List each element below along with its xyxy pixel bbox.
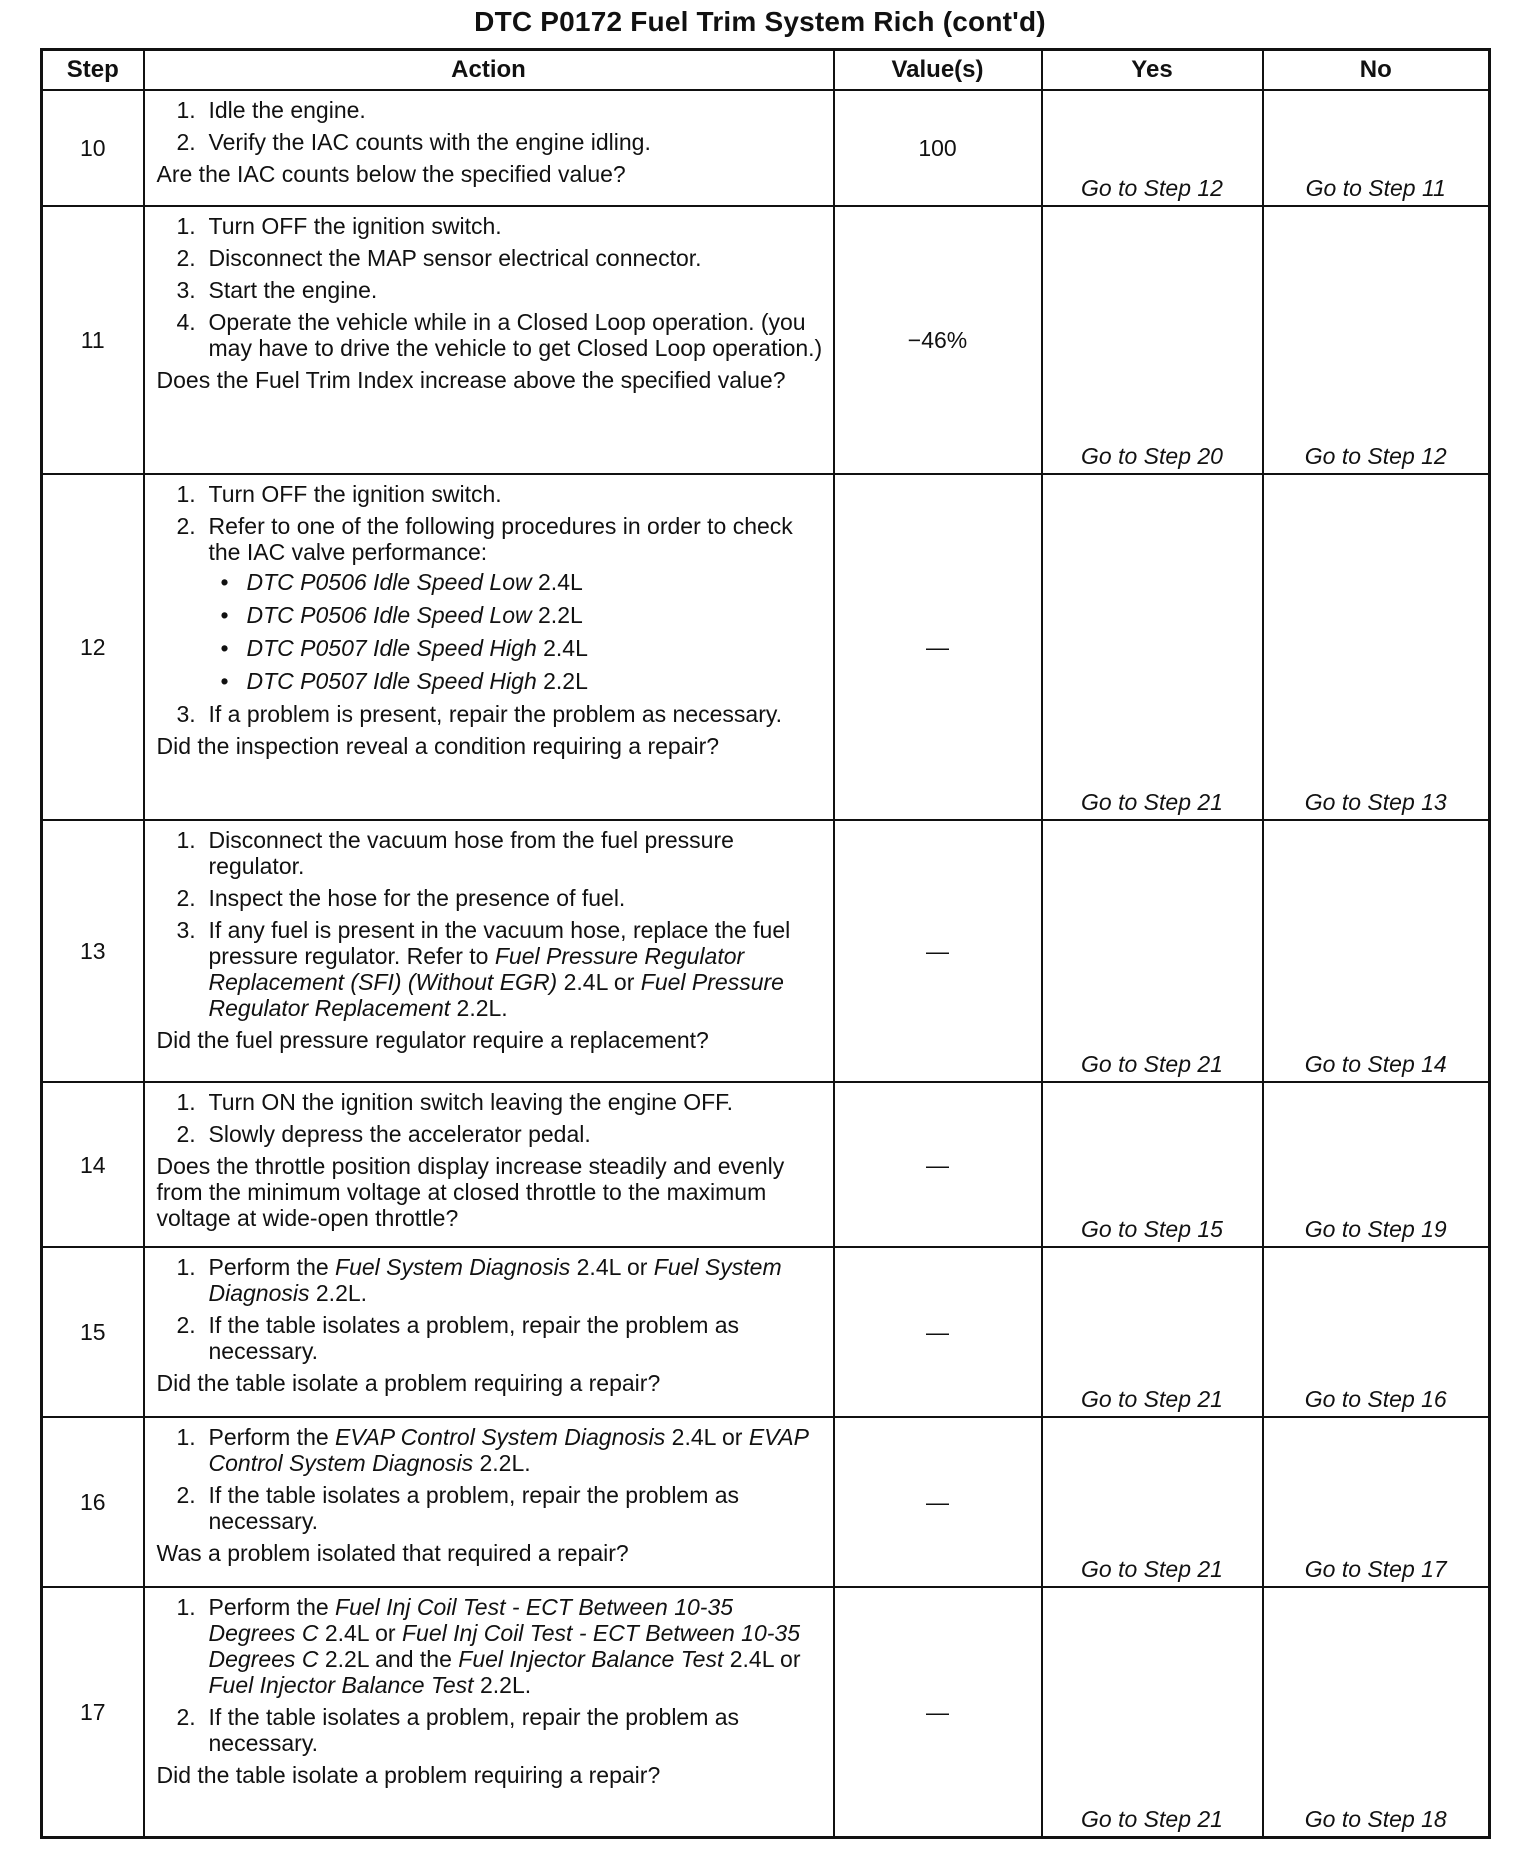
procedure-reference: EVAP Control System Diagnosis bbox=[335, 1424, 666, 1450]
no-result: Go to Step 14 bbox=[1263, 820, 1490, 1082]
page-title: DTC P0172 Fuel Trim System Rich (cont'd) bbox=[474, 6, 1046, 37]
engine-size: 2.2L bbox=[531, 602, 583, 628]
action-item-number: 2. bbox=[176, 129, 196, 155]
action-item bbox=[157, 917, 825, 1021]
action-list bbox=[157, 481, 825, 727]
procedure-reference: DTC P0506 Idle Speed Low bbox=[246, 602, 532, 628]
value-cell: −46% bbox=[834, 206, 1042, 474]
procedure-reference: Fuel Inj Coil Test - ECT Between 10-35 Degrees C bbox=[208, 1620, 800, 1672]
bullet-icon: • bbox=[220, 602, 229, 628]
action-item bbox=[157, 481, 825, 507]
action-question: Does the throttle position display increase steadily and evenly from the minimum voltage at closed throttle to the maximum voltage at wide-open throttle? bbox=[156, 1153, 785, 1231]
action-item bbox=[157, 1254, 825, 1306]
action-item bbox=[157, 129, 825, 155]
bullet-icon: • bbox=[220, 635, 229, 661]
table-row bbox=[42, 1587, 1490, 1837]
text-segment: 2.4L or bbox=[665, 1424, 749, 1450]
table-row bbox=[42, 1417, 1490, 1587]
action-item-text bbox=[209, 1594, 801, 1698]
yes-result: Go to Step 21 bbox=[1042, 474, 1263, 820]
table-row bbox=[42, 1082, 1490, 1247]
yes-result: Go to Step 15 bbox=[1042, 1082, 1263, 1247]
action-item-text: Disconnect the vacuum hose from the fuel pressure regulator. bbox=[208, 827, 734, 879]
action-cell bbox=[144, 1247, 834, 1417]
no-result: Go to Step 18 bbox=[1263, 1587, 1490, 1837]
action-item-text: If the table isolates a problem, repair the problem as necessary. bbox=[208, 1312, 740, 1364]
value-cell: — bbox=[834, 1082, 1042, 1247]
action-item-text bbox=[209, 917, 791, 1021]
action-item-text: If the table isolates a problem, repair the problem as necessary. bbox=[208, 1482, 740, 1534]
yes-result: Go to Step 12 bbox=[1042, 90, 1263, 206]
action-cell bbox=[144, 474, 834, 820]
action-item bbox=[157, 1312, 825, 1364]
step-number: 15 bbox=[42, 1247, 144, 1417]
action-list bbox=[157, 1594, 825, 1756]
action-item bbox=[157, 309, 825, 361]
action-item bbox=[157, 1089, 825, 1115]
action-item-number: 2. bbox=[176, 1704, 196, 1730]
action-cell bbox=[144, 820, 834, 1082]
procedure-list-item bbox=[209, 668, 825, 694]
procedure-reference: Fuel Injector Balance Test bbox=[208, 1672, 474, 1698]
table-row bbox=[42, 1247, 1490, 1417]
action-item-text: If a problem is present, repair the problem as necessary. bbox=[208, 701, 783, 727]
procedure-reference: Fuel Inj Coil Test - ECT Between 10-35 Degrees C bbox=[208, 1594, 734, 1646]
text-segment: If any fuel is present in the vacuum hose, replace the fuel pressure regulator. Refer to bbox=[208, 917, 791, 969]
action-item-text bbox=[209, 1424, 809, 1476]
action-question: Did the table isolate a problem requiring a repair? bbox=[156, 1370, 661, 1396]
text-segment: 2.2L. bbox=[473, 1672, 532, 1698]
action-item bbox=[157, 245, 825, 271]
action-item-number: 1. bbox=[176, 827, 196, 853]
action-item bbox=[157, 701, 825, 727]
action-question: Did the fuel pressure regulator require a replacement? bbox=[156, 1027, 709, 1053]
action-list bbox=[157, 827, 825, 1021]
text-segment: 2.4L or bbox=[318, 1620, 402, 1646]
engine-size: 2.2L bbox=[536, 668, 588, 694]
procedure-reference: DTC P0507 Idle Speed High bbox=[246, 668, 537, 694]
action-item-number: 3. bbox=[176, 701, 196, 727]
text-segment: 2.2L. bbox=[473, 1450, 531, 1476]
no-result: Go to Step 17 bbox=[1263, 1417, 1490, 1587]
action-item bbox=[157, 1424, 825, 1476]
text-segment: Perform the bbox=[208, 1594, 336, 1620]
bullet-icon: • bbox=[220, 569, 229, 595]
no-result: Go to Step 12 bbox=[1263, 206, 1490, 474]
action-item bbox=[157, 213, 825, 239]
action-item-number: 2. bbox=[176, 1482, 196, 1508]
header-yes: Yes bbox=[1042, 50, 1263, 91]
action-item-number: 1. bbox=[176, 1594, 196, 1620]
no-result: Go to Step 19 bbox=[1263, 1082, 1490, 1247]
procedure-reference: Fuel Pressure Regulator Replacement bbox=[208, 969, 784, 1021]
action-item-number: 3. bbox=[176, 277, 196, 303]
engine-size: 2.4L bbox=[536, 635, 588, 661]
text-segment: 2.2L. bbox=[450, 995, 508, 1021]
action-item-text bbox=[209, 1254, 782, 1306]
action-cell bbox=[144, 1082, 834, 1247]
text-segment: 2.4L or bbox=[570, 1254, 654, 1280]
action-item-text: Turn OFF the ignition switch. bbox=[208, 213, 502, 239]
action-item-number: 2. bbox=[176, 885, 196, 911]
header-no: No bbox=[1263, 50, 1490, 91]
action-item-number: 2. bbox=[176, 1121, 196, 1147]
yes-result: Go to Step 21 bbox=[1042, 1587, 1263, 1837]
procedure-list-item bbox=[209, 569, 825, 595]
action-item-number: 4. bbox=[176, 309, 196, 335]
action-item-text: Inspect the hose for the presence of fuel. bbox=[208, 885, 626, 911]
action-item-number: 1. bbox=[176, 97, 196, 123]
action-cell bbox=[144, 1587, 834, 1837]
action-item-number: 1. bbox=[176, 1424, 196, 1450]
action-item-number: 2. bbox=[176, 1312, 196, 1338]
value-cell: — bbox=[834, 474, 1042, 820]
yes-result: Go to Step 21 bbox=[1042, 1247, 1263, 1417]
value-cell: 100 bbox=[834, 90, 1042, 206]
procedure-reference: DTC P0507 Idle Speed High bbox=[246, 635, 537, 661]
table-row bbox=[42, 206, 1490, 474]
action-item-number: 1. bbox=[176, 1089, 196, 1115]
action-question: Did the inspection reveal a condition requiring a repair? bbox=[156, 733, 720, 759]
step-number: 17 bbox=[42, 1587, 144, 1837]
action-item bbox=[157, 513, 825, 694]
procedure-reference: DTC P0506 Idle Speed Low bbox=[246, 569, 532, 595]
action-item-number: 3. bbox=[176, 917, 196, 943]
yes-result: Go to Step 21 bbox=[1042, 1417, 1263, 1587]
value-cell: — bbox=[834, 1247, 1042, 1417]
engine-size: 2.4L bbox=[531, 569, 583, 595]
action-item-text: Refer to one of the following procedures in order to check the IAC valve performance: bbox=[208, 513, 793, 565]
value-cell: — bbox=[834, 1587, 1042, 1837]
action-item-text: If the table isolates a problem, repair the problem as necessary. bbox=[208, 1704, 740, 1756]
action-list bbox=[157, 1089, 825, 1147]
procedure-reference: Fuel System Diagnosis bbox=[208, 1254, 782, 1306]
action-item bbox=[157, 1482, 825, 1534]
yes-result: Go to Step 20 bbox=[1042, 206, 1263, 474]
action-item-text: Verify the IAC counts with the engine idling. bbox=[208, 129, 651, 155]
action-item bbox=[157, 1121, 825, 1147]
text-segment: 2.4L or bbox=[557, 969, 641, 995]
text-segment: Perform the bbox=[208, 1254, 336, 1280]
text-segment: Perform the bbox=[208, 1424, 336, 1450]
step-number: 16 bbox=[42, 1417, 144, 1587]
action-list bbox=[157, 97, 825, 155]
action-list bbox=[157, 213, 825, 361]
procedure-list bbox=[209, 569, 825, 694]
action-item-number: 1. bbox=[176, 481, 196, 507]
action-item-text: Turn OFF the ignition switch. bbox=[208, 481, 502, 507]
action-question: Did the table isolate a problem requiring a repair? bbox=[156, 1762, 661, 1788]
action-item bbox=[157, 97, 825, 123]
action-item-number: 2. bbox=[176, 245, 196, 271]
action-item bbox=[157, 1704, 825, 1756]
table-row bbox=[42, 820, 1490, 1082]
action-item-number: 1. bbox=[176, 1254, 196, 1280]
action-item-text: Idle the engine. bbox=[208, 97, 366, 123]
step-number: 11 bbox=[42, 206, 144, 474]
diagnostic-table bbox=[40, 48, 1491, 1839]
action-cell bbox=[144, 1417, 834, 1587]
step-number: 13 bbox=[42, 820, 144, 1082]
procedure-reference: Fuel Injector Balance Test bbox=[458, 1646, 724, 1672]
no-result: Go to Step 16 bbox=[1263, 1247, 1490, 1417]
action-item bbox=[157, 277, 825, 303]
action-item bbox=[157, 885, 825, 911]
table-row bbox=[42, 90, 1490, 206]
header-action: Action bbox=[144, 50, 834, 91]
action-item-text: Turn ON the ignition switch leaving the engine OFF. bbox=[208, 1089, 734, 1115]
text-segment: 2.2L. bbox=[309, 1280, 368, 1306]
value-cell: — bbox=[834, 1417, 1042, 1587]
action-cell bbox=[144, 206, 834, 474]
step-number: 12 bbox=[42, 474, 144, 820]
procedure-list-item bbox=[209, 602, 825, 628]
action-item-number: 2. bbox=[176, 513, 196, 539]
text-segment: 2.2L and the bbox=[318, 1646, 459, 1672]
yes-result: Go to Step 21 bbox=[1042, 820, 1263, 1082]
action-list bbox=[157, 1254, 825, 1364]
bullet-icon: • bbox=[220, 668, 229, 694]
no-result: Go to Step 13 bbox=[1263, 474, 1490, 820]
procedure-reference: Fuel System Diagnosis bbox=[335, 1254, 571, 1280]
action-question: Does the Fuel Trim Index increase above the specified value? bbox=[156, 367, 786, 393]
action-list bbox=[157, 1424, 825, 1534]
action-question: Are the IAC counts below the specified value? bbox=[156, 161, 626, 187]
step-number: 14 bbox=[42, 1082, 144, 1247]
header-row bbox=[42, 50, 1490, 91]
text-segment: 2.4L or bbox=[723, 1646, 801, 1672]
procedure-reference: EVAP Control System Diagnosis bbox=[208, 1424, 809, 1476]
header-step: Step bbox=[42, 50, 144, 91]
action-item-text: Disconnect the MAP sensor electrical connector. bbox=[208, 245, 702, 271]
procedure-list-item bbox=[209, 635, 825, 661]
action-item-text: Start the engine. bbox=[208, 277, 378, 303]
table-row bbox=[42, 474, 1490, 820]
action-item bbox=[157, 1594, 825, 1698]
action-item-text: Operate the vehicle while in a Closed Loop operation. (you may have to drive the vehicle to get Closed Loop operation.) bbox=[208, 309, 823, 361]
value-cell: — bbox=[834, 820, 1042, 1082]
action-item bbox=[157, 827, 825, 879]
action-item-number: 1. bbox=[176, 213, 196, 239]
step-number: 10 bbox=[42, 90, 144, 206]
action-item-text: Slowly depress the accelerator pedal. bbox=[208, 1121, 591, 1147]
no-result: Go to Step 11 bbox=[1263, 90, 1490, 206]
action-cell bbox=[144, 90, 834, 206]
procedure-reference: Fuel Pressure Regulator Replacement (SFI) (Without EGR) bbox=[208, 943, 745, 995]
header-values: Value(s) bbox=[834, 50, 1042, 91]
action-question: Was a problem isolated that required a repair? bbox=[156, 1540, 629, 1566]
